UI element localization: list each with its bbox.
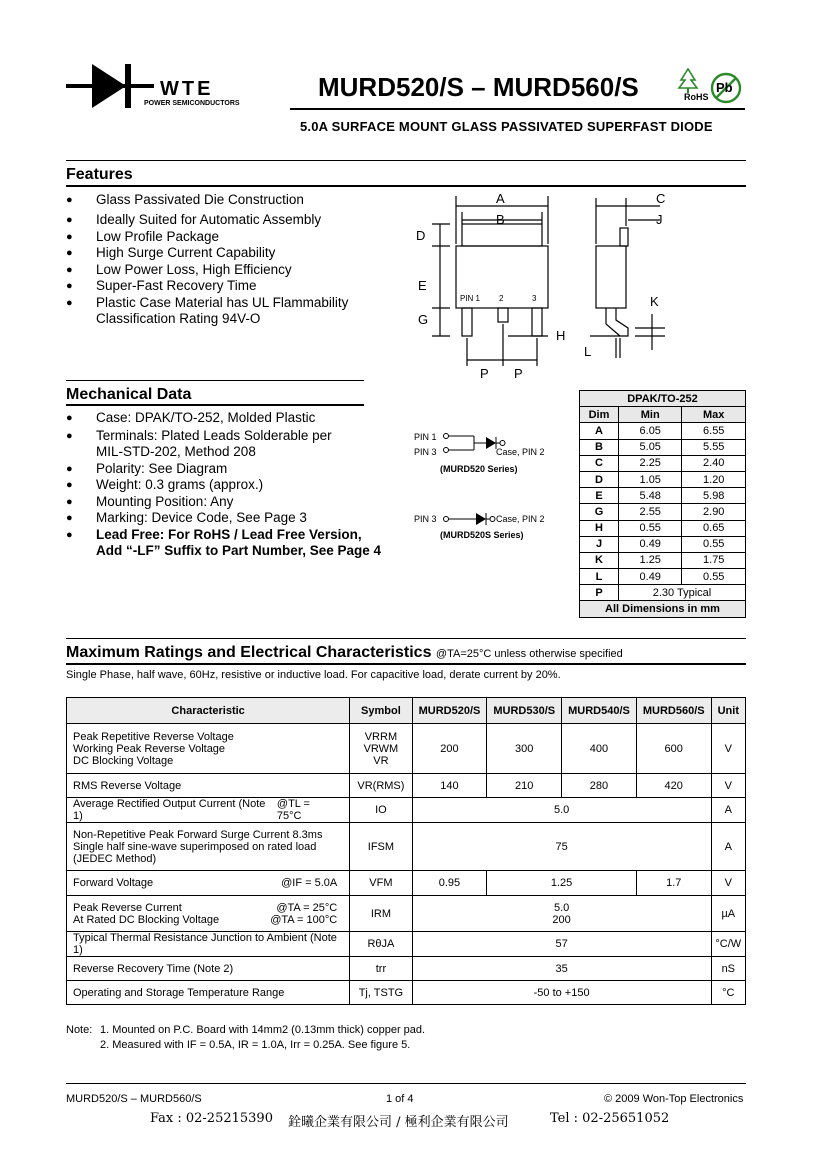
table-row bbox=[580, 536, 746, 552]
mechanical-top-rule bbox=[66, 380, 364, 381]
dim-cell: 2.40 bbox=[682, 455, 746, 471]
ratings-title: Maximum Ratings and Electrical Characteristics bbox=[66, 644, 432, 661]
characteristic-text: DC Blocking Voltage bbox=[73, 754, 174, 767]
dim-cell: 0.55 bbox=[619, 520, 682, 536]
dim-cell: B bbox=[580, 439, 619, 455]
dim-table-title: DPAK/TO-252 bbox=[580, 391, 746, 407]
feature-item: ● Glass Passivated Die Construction bbox=[66, 192, 304, 209]
characteristic-cell: RMS Reverse Voltage bbox=[67, 774, 350, 798]
unit-cell: °C bbox=[711, 981, 745, 1005]
pb-text: Pb bbox=[716, 80, 733, 95]
dim-label-d: D bbox=[416, 228, 426, 243]
characteristic-cell bbox=[67, 724, 350, 774]
characteristic-text: Non-Repetitive Peak Forward Surge Current 8.3ms bbox=[73, 828, 323, 841]
case-label: Case, PIN 2 bbox=[496, 514, 545, 524]
mechanical-item: ● Marking: Device Code, See Page 3 bbox=[66, 510, 307, 527]
dim-cell: 6.05 bbox=[619, 423, 682, 439]
table-row bbox=[580, 439, 746, 455]
characteristic-cell bbox=[67, 823, 350, 871]
package-drawing bbox=[410, 188, 680, 388]
footer-left: MURD520/S – MURD560/S bbox=[66, 1093, 202, 1105]
footer-page: 1 of 4 bbox=[386, 1093, 414, 1105]
dim-label-p: P bbox=[480, 366, 489, 381]
dim-cell: 1.05 bbox=[619, 471, 682, 487]
diode-logo-icon bbox=[66, 62, 156, 110]
symbol-text: VRRM bbox=[364, 730, 398, 743]
table-row bbox=[580, 504, 746, 520]
value-cell: 210 bbox=[487, 774, 562, 798]
value-cell: -50 to +150 bbox=[412, 981, 711, 1005]
unit-cell: V bbox=[711, 774, 745, 798]
ratings-top-rule bbox=[66, 638, 746, 639]
value-cell: 1.25 bbox=[487, 871, 637, 896]
pin3-label: PIN 3 bbox=[414, 447, 437, 457]
table-row bbox=[580, 455, 746, 471]
footer-fax: Fax : 02-25215390 bbox=[150, 1111, 273, 1126]
dim-label-c: C bbox=[656, 191, 666, 206]
ratings-header: MURD560/S bbox=[636, 698, 711, 724]
symbol-cell: trr bbox=[350, 957, 412, 981]
table-row bbox=[67, 896, 746, 932]
pin3-label: PIN 3 bbox=[414, 514, 437, 524]
characteristic-text: Forward Voltage bbox=[73, 877, 154, 889]
footer-rule bbox=[66, 1083, 746, 1084]
characteristic-text: Average Rectified Output Current (Note 1) bbox=[73, 798, 266, 822]
dim-label-l: L bbox=[584, 344, 592, 359]
features-rule bbox=[66, 185, 746, 187]
value-cell: 5.0 bbox=[412, 798, 711, 823]
dim-cell: 0.49 bbox=[619, 536, 682, 552]
dim-cell: A bbox=[580, 423, 619, 439]
rohs-text: RoHS bbox=[684, 92, 709, 102]
dim-cell: 0.55 bbox=[682, 536, 746, 552]
characteristic-text: Working Peak Reverse Voltage bbox=[73, 742, 226, 755]
pin-label: 2 bbox=[499, 294, 504, 303]
symbol-cell: IO bbox=[350, 798, 412, 823]
feature-item: ● High Surge Current Capability bbox=[66, 245, 275, 262]
dim-cell: 2.30 Typical bbox=[619, 585, 746, 601]
table-row bbox=[580, 569, 746, 585]
dim-cell: 0.49 bbox=[619, 569, 682, 585]
symbol-cell: VFM bbox=[350, 871, 412, 896]
pin-diagram-murd520 bbox=[414, 428, 564, 476]
value-cell: 75 bbox=[412, 823, 711, 871]
ratings-header: Symbol bbox=[350, 698, 412, 724]
dimension-table bbox=[579, 390, 746, 618]
notes-label: Note: bbox=[66, 1024, 93, 1036]
dim-cell: L bbox=[580, 569, 619, 585]
table-row bbox=[67, 871, 746, 896]
characteristic-text: At Rated DC Blocking Voltage bbox=[73, 913, 220, 926]
table-row bbox=[580, 585, 746, 601]
footer-copyright: © 2009 Won-Top Electronics bbox=[604, 1093, 744, 1105]
feature-item: ● Low Power Loss, High Efficiency bbox=[66, 262, 292, 279]
case-label: Case, PIN 2 bbox=[496, 447, 545, 457]
value-cell: 1.7 bbox=[636, 871, 711, 896]
characteristic-cell bbox=[67, 871, 350, 896]
dim-cell: E bbox=[580, 488, 619, 504]
dim-cell: 5.48 bbox=[619, 488, 682, 504]
value-text: 5.0 bbox=[553, 901, 570, 914]
unit-cell: V bbox=[711, 724, 745, 774]
dim-label-j: J bbox=[656, 212, 663, 227]
dim-cell: 0.55 bbox=[682, 569, 746, 585]
dim-header: Min bbox=[619, 407, 682, 423]
unit-cell: µA bbox=[711, 896, 745, 932]
characteristic-text: Peak Reverse Current bbox=[73, 901, 182, 914]
ratings-condition: @TA=25°C unless otherwise specified bbox=[435, 648, 623, 660]
value-text: 200 bbox=[552, 913, 571, 926]
note-2: 2. Measured with IF = 0.5A, IR = 1.0A, Irr = 0.25A. See figure 5. bbox=[100, 1039, 411, 1051]
ratings-rule bbox=[66, 663, 746, 665]
table-row bbox=[580, 520, 746, 536]
ratings-table bbox=[66, 697, 746, 1005]
pin-label: PIN 1 bbox=[460, 294, 481, 303]
ratings-header: Characteristic bbox=[67, 698, 350, 724]
dim-cell: 5.05 bbox=[619, 439, 682, 455]
logo bbox=[66, 62, 246, 110]
feature-item: Classification Rating 94V-O bbox=[96, 311, 261, 326]
table-row bbox=[580, 488, 746, 504]
dim-header: Dim bbox=[580, 407, 619, 423]
dim-cell: G bbox=[580, 504, 619, 520]
dim-header: Max bbox=[682, 407, 746, 423]
dim-cell: 1.20 bbox=[682, 471, 746, 487]
characteristic-text: (JEDEC Method) bbox=[73, 852, 157, 865]
page-title: MURD520/S – MURD560/S bbox=[318, 72, 639, 102]
mechanical-item: ● Terminals: Plated Leads Solderable per bbox=[66, 428, 332, 445]
dim-label-h: H bbox=[556, 328, 566, 343]
dim-cell: 0.65 bbox=[682, 520, 746, 536]
table-row bbox=[67, 957, 746, 981]
table-row bbox=[67, 823, 746, 871]
footer-company: 銓曦企業有限公司 / 極利企業有限公司 bbox=[288, 1115, 509, 1130]
characteristic-cell bbox=[67, 896, 350, 932]
page-subtitle: 5.0A SURFACE MOUNT GLASS PASSIVATED SUPERFAST DIODE bbox=[300, 119, 713, 134]
mechanical-item: ● Weight: 0.3 grams (approx.) bbox=[66, 477, 263, 494]
mechanical-item: ● Case: DPAK/TO-252, Molded Plastic bbox=[66, 410, 315, 427]
characteristic-cell: Reverse Recovery Time (Note 2) bbox=[67, 957, 350, 981]
unit-cell: nS bbox=[711, 957, 745, 981]
symbol-cell: RθJA bbox=[350, 932, 412, 957]
dim-label-e: E bbox=[418, 278, 427, 293]
characteristic-cell bbox=[67, 798, 350, 823]
dim-cell: P bbox=[580, 585, 619, 601]
rohs-badge bbox=[672, 68, 710, 104]
value-cell: 200 bbox=[412, 724, 487, 774]
dim-cell: 5.55 bbox=[682, 439, 746, 455]
dim-cell: D bbox=[580, 471, 619, 487]
dim-cell: 6.55 bbox=[682, 423, 746, 439]
unit-cell: A bbox=[711, 798, 745, 823]
dim-label-k: K bbox=[650, 294, 659, 309]
condition-text: @TA = 100°C bbox=[270, 913, 338, 926]
value-cell: 0.95 bbox=[412, 871, 487, 896]
dim-label-g: G bbox=[418, 312, 429, 327]
package-outline-diagram bbox=[410, 188, 680, 388]
symbol-cell: IFSM bbox=[350, 823, 412, 871]
symbol-cell: IRM bbox=[350, 896, 412, 932]
ratings-header: Unit bbox=[711, 698, 745, 724]
characteristic-cell: Typical Thermal Resistance Junction to Ambient (Note 1) bbox=[67, 932, 350, 957]
mechanical-item: ● Mounting Position: Any bbox=[66, 494, 233, 511]
ratings-note-line: Single Phase, half wave, 60Hz, resistive or inductive load. For capacitive load, derate current by 20%. bbox=[66, 669, 561, 681]
tree-icon bbox=[676, 68, 700, 94]
symbol-cell bbox=[350, 724, 412, 774]
value-cell: 57 bbox=[412, 932, 711, 957]
mechanical-title: Mechanical Data bbox=[66, 386, 192, 403]
symbol-cell: VR(RMS) bbox=[350, 774, 412, 798]
condition-text: @TL = 75°C bbox=[276, 798, 310, 822]
table-row bbox=[67, 798, 746, 823]
ratings-title-line bbox=[66, 644, 623, 662]
value-cell: 600 bbox=[636, 724, 711, 774]
note-1: 1. Mounted on P.C. Board with 14mm2 (0.13mm thick) copper pad. bbox=[100, 1024, 426, 1036]
logo-subtext: POWER SEMICONDUCTORS bbox=[144, 100, 240, 107]
feature-item: ● Super-Fast Recovery Time bbox=[66, 278, 257, 295]
dim-cell: 1.75 bbox=[682, 552, 746, 568]
dim-cell: 1.25 bbox=[619, 552, 682, 568]
unit-cell: A bbox=[711, 823, 745, 871]
value-cell: 140 bbox=[412, 774, 487, 798]
mechanical-item: ● Polarity: See Diagram bbox=[66, 461, 227, 478]
pin1-label: PIN 1 bbox=[414, 432, 437, 442]
feature-item: ● Low Profile Package bbox=[66, 229, 219, 246]
dim-cell: C bbox=[580, 455, 619, 471]
header-rule bbox=[290, 108, 745, 110]
feature-item: ● Plastic Case Material has UL Flammability bbox=[66, 295, 348, 312]
footer-tel: Tel : 02-25651052 bbox=[550, 1111, 670, 1126]
value-cell: 400 bbox=[562, 724, 637, 774]
table-row bbox=[67, 932, 746, 957]
dim-cell: 2.90 bbox=[682, 504, 746, 520]
value-cell: 35 bbox=[412, 957, 711, 981]
series-label: (MURD520 Series) bbox=[440, 464, 518, 474]
dim-cell: J bbox=[580, 536, 619, 552]
table-row bbox=[580, 423, 746, 439]
ratings-header: MURD540/S bbox=[562, 698, 637, 724]
table-row bbox=[67, 981, 746, 1005]
dim-cell: 5.98 bbox=[682, 488, 746, 504]
dim-label-a: A bbox=[496, 191, 505, 206]
logo-text: WTE bbox=[160, 78, 214, 100]
symbol-text: VR bbox=[373, 754, 389, 767]
dim-cell: K bbox=[580, 552, 619, 568]
dim-cell: H bbox=[580, 520, 619, 536]
unit-cell: V bbox=[711, 871, 745, 896]
value-cell bbox=[412, 896, 711, 932]
mechanical-rule bbox=[66, 404, 364, 406]
table-row bbox=[67, 774, 746, 798]
characteristic-cell: Operating and Storage Temperature Range bbox=[67, 981, 350, 1005]
symbol-text: VRWM bbox=[363, 742, 399, 755]
value-cell: 420 bbox=[636, 774, 711, 798]
pb-free-badge bbox=[710, 72, 742, 104]
features-title: Features bbox=[66, 166, 133, 183]
ratings-header: MURD530/S bbox=[487, 698, 562, 724]
unit-cell: °C/W bbox=[711, 932, 745, 957]
dim-cell: 2.25 bbox=[619, 455, 682, 471]
symbol-cell: Tj, TSTG bbox=[350, 981, 412, 1005]
ratings-header: MURD520/S bbox=[412, 698, 487, 724]
dim-table-footer: All Dimensions in mm bbox=[580, 601, 746, 617]
condition-text: @IF = 5.0A bbox=[281, 877, 338, 889]
dim-label-b: B bbox=[496, 212, 505, 227]
pin-diagram-murd520s bbox=[414, 512, 564, 544]
characteristic-text: Single half sine-wave superimposed on rated load bbox=[73, 840, 317, 853]
features-top-rule bbox=[66, 160, 746, 161]
series-label: (MURD520S Series) bbox=[440, 530, 524, 540]
value-cell: 300 bbox=[487, 724, 562, 774]
feature-item: ● Ideally Suited for Automatic Assembly bbox=[66, 212, 321, 229]
mechanical-item: Add “-LF” Suffix to Part Number, See Page 4 bbox=[96, 543, 382, 558]
characteristic-text: Peak Repetitive Reverse Voltage bbox=[73, 730, 234, 743]
value-cell: 280 bbox=[562, 774, 637, 798]
mechanical-item: ● Lead Free: For RoHS / Lead Free Version, bbox=[66, 527, 362, 544]
condition-text: @TA = 25°C bbox=[276, 901, 338, 914]
table-row bbox=[67, 724, 746, 774]
dim-label-p: P bbox=[514, 366, 523, 381]
table-row bbox=[580, 471, 746, 487]
dim-cell: 2.55 bbox=[619, 504, 682, 520]
pin-label: 3 bbox=[532, 294, 537, 303]
mechanical-item: MIL-STD-202, Method 208 bbox=[96, 444, 256, 459]
table-row bbox=[580, 552, 746, 568]
